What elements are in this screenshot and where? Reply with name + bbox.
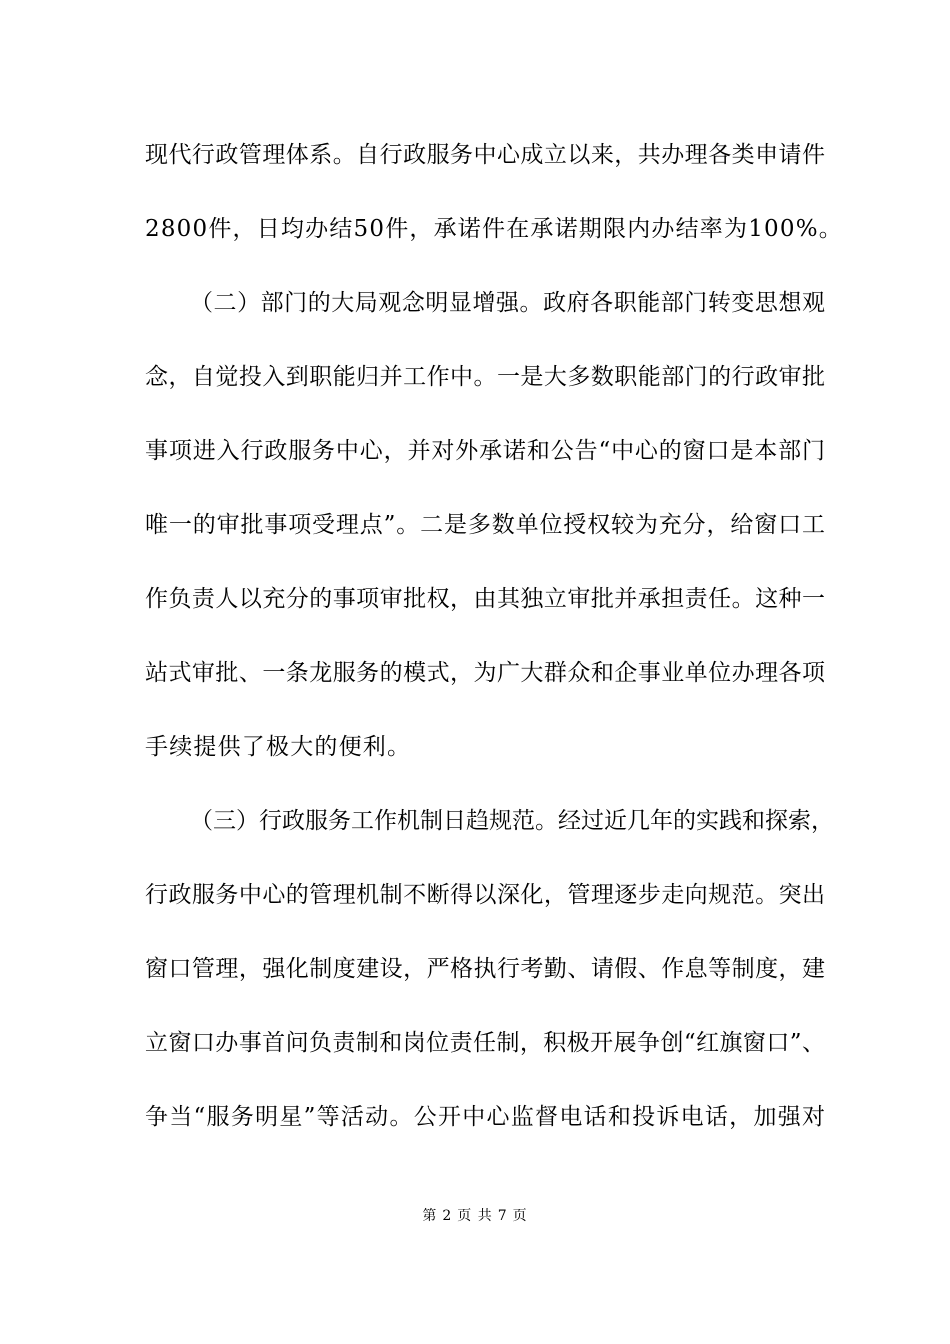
paragraph-3-line-4: 立窗口办事首问负责制和岗位责任制，积极开展争创“红旗窗口”、: [145, 1030, 825, 1056]
footer-total-pages: 7: [497, 1208, 508, 1224]
paragraph-2-line-2: 念，自觉投入到职能归并工作中。一是大多数职能部门的行政审批: [145, 364, 825, 390]
footer-suffix: 页: [512, 1208, 528, 1224]
footer-middle: 页 共: [457, 1208, 493, 1224]
footer-prefix: 第: [422, 1208, 438, 1224]
paragraph-2-line-4: 唯一的审批事项受理点”。二是多数单位授权较为充分，给窗口工: [145, 512, 825, 538]
paragraph-3-line-2: 行政服务中心的管理机制不断得以深化，管理逐步走向规范。突出: [145, 882, 825, 908]
paragraph-2-line-3: 事项进入行政服务中心，并对外承诺和公告“中心的窗口是本部门: [145, 438, 825, 464]
paragraph-2-line-5: 作负责人以充分的事项审批权，由其独立审批并承担责任。这种一: [145, 586, 825, 612]
paragraph-3-line-5: 争当“服务明星”等活动。公开中心监督电话和投诉电话，加强对: [145, 1104, 825, 1130]
paragraph-2-line-1: （二）部门的大局观念明显增强。政府各职能部门转变思想观: [190, 290, 825, 316]
paragraph-1-line-1: 现代行政管理体系。自行政服务中心成立以来，共办理各类申请件: [145, 142, 825, 168]
paragraph-3-line-1: （三）行政服务工作机制日趋规范。经过近几年的实践和探索，: [190, 808, 834, 834]
page-footer: [0, 1207, 950, 1225]
paragraph-3-line-3: 窗口管理，强化制度建设，严格执行考勤、请假、作息等制度，建: [145, 956, 825, 982]
paragraph-2-line-6: 站式审批、一条龙服务的模式，为广大群众和企事业单位办理各项: [145, 660, 825, 686]
paragraph-2-line-7: 手续提供了极大的便利。: [145, 734, 412, 760]
paragraph-1-line-2: 2800件，日均办结50件，承诺件在承诺期限内办结率为100%。: [145, 216, 843, 242]
footer-current-page: 2: [442, 1208, 453, 1224]
